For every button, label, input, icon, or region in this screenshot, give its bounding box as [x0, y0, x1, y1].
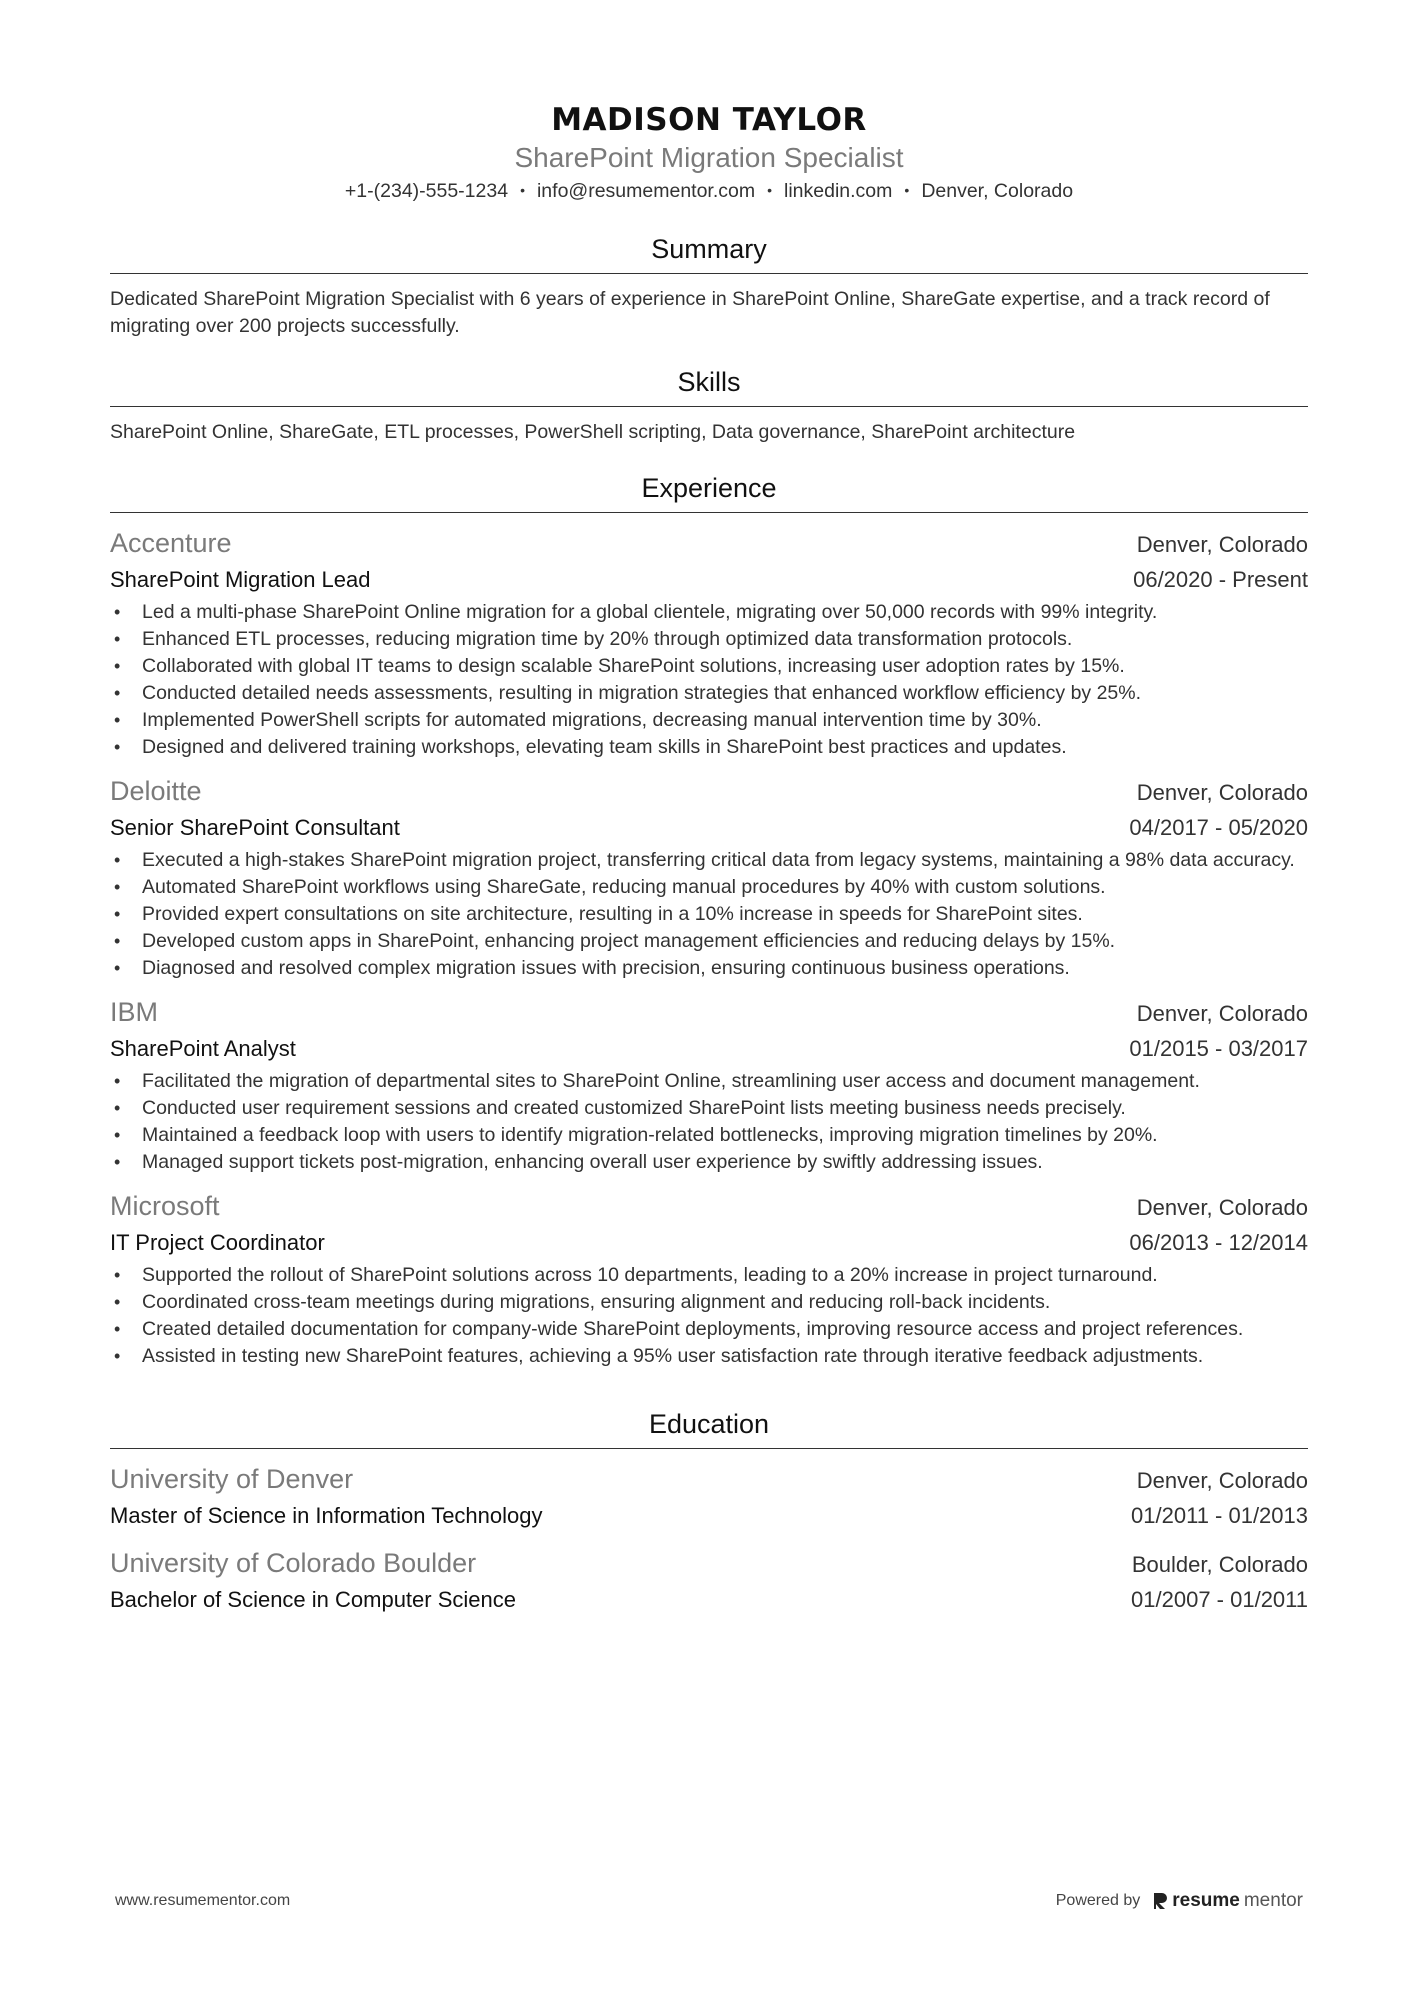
separator-dot: • — [520, 182, 525, 198]
job-dates: 04/2017 - 05/2020 — [1129, 815, 1308, 840]
bullet-item: • Automated SharePoint workflows using ShareGate, reducing manual procedures by 40% with custom solutions. — [110, 874, 1308, 901]
job-bullets — [110, 599, 1308, 761]
separator-dot: • — [904, 182, 910, 198]
company-name: Microsoft — [110, 1191, 220, 1221]
education-entry — [110, 1461, 1308, 1533]
candidate-title: SharePoint Migration Specialist — [514, 142, 904, 173]
job-bullets — [110, 1068, 1308, 1176]
bullet-item: • Developed custom apps in SharePoint, enhancing project management efficiencies and reducing delays by 15%. — [110, 928, 1308, 955]
contact-linkedin[interactable]: linkedin.com — [784, 180, 893, 202]
bullet-item: • Supported the rollout of SharePoint solutions across 10 departments, leading to a 20% increase in project turnaround. — [110, 1262, 1308, 1289]
bullet-item: • Managed support tickets post-migration, enhancing overall user experience by swiftly addressing issues. — [110, 1149, 1308, 1176]
skills-text: SharePoint Online, ShareGate, ETL processes, PowerShell scripting, Data governance, SharePoint architecture — [110, 421, 1076, 443]
school-name: University of Colorado Boulder — [110, 1548, 477, 1578]
experience-entry — [110, 773, 1308, 982]
bullet-item: • Maintained a feedback loop with users to identify migration-related bottlenecks, improving migration timelines by 20%. — [110, 1122, 1308, 1149]
experience-section — [110, 468, 1308, 1370]
experience-entry — [110, 1188, 1308, 1370]
job-bullets — [110, 847, 1308, 982]
degree: Bachelor of Science in Computer Science — [110, 1587, 516, 1612]
contact-phone: +1-(234)-555-1234 — [344, 180, 509, 202]
page-footer — [115, 1890, 1303, 1912]
bullet-item: • Executed a high-stakes SharePoint migration project, transferring critical data from legacy systems, maintaining a 98% data accuracy. — [110, 847, 1308, 874]
education-section — [110, 1404, 1308, 1617]
bullet-item: • Enhanced ETL processes, reducing migration time by 20% through optimized data transformation protocols. — [110, 626, 1308, 653]
experience-entry — [110, 525, 1308, 761]
bullet-item: • Diagnosed and resolved complex migration issues with precision, ensuring continuous business operations. — [110, 955, 1308, 982]
job-location: Denver, Colorado — [1136, 1195, 1308, 1220]
education-dates: 01/2011 - 01/2013 — [1131, 1503, 1308, 1528]
company-name: Deloitte — [110, 776, 202, 806]
skills-section — [110, 362, 1308, 446]
school-location: Denver, Colorado — [1136, 1468, 1308, 1493]
bullet-item: • Assisted in testing new SharePoint features, achieving a 95% user satisfaction rate through iterative feedback adjustments. — [110, 1343, 1308, 1370]
education-dates: 01/2007 - 01/2011 — [1131, 1587, 1308, 1612]
school-location: Boulder, Colorado — [1131, 1552, 1308, 1577]
bullet-item: • Conducted user requirement sessions and created customized SharePoint lists meeting business needs precisely. — [110, 1095, 1308, 1122]
job-role: SharePoint Analyst — [110, 1036, 296, 1061]
powered-by — [1056, 1890, 1303, 1912]
brand-logo[interactable] — [1152, 1890, 1303, 1912]
section-heading: Education — [110, 1404, 1308, 1449]
experience-entry — [110, 994, 1308, 1176]
separator-dot: • — [767, 182, 773, 198]
job-location: Denver, Colorado — [1136, 532, 1308, 557]
section-heading: Summary — [110, 229, 1308, 274]
company-name: Accenture — [110, 528, 232, 558]
powered-by-label: Powered by — [1055, 1892, 1141, 1909]
resume-header — [110, 0, 1308, 207]
contact-line — [110, 176, 1308, 207]
bullet-item: • Collaborated with global IT teams to design scalable SharePoint solutions, increasing user adoption rates by 15%. — [110, 653, 1308, 680]
summary-section — [110, 229, 1308, 340]
job-dates: 06/2013 - 12/2014 — [1129, 1230, 1308, 1255]
job-bullets — [110, 1262, 1308, 1370]
summary-text: Dedicated SharePoint Migration Specialist with 6 years of experience in SharePoint Online, ShareGate expertise, and a track record of migrating over 200 projects successfully. — [110, 288, 1270, 337]
bullet-item: • Facilitated the migration of departmental sites to SharePoint Online, streamlining user access and document management. — [110, 1068, 1308, 1095]
school-name: University of Denver — [110, 1464, 354, 1494]
job-dates: 01/2015 - 03/2017 — [1129, 1036, 1308, 1061]
company-name: IBM — [110, 997, 159, 1027]
section-heading: Experience — [110, 468, 1308, 513]
bullet-item: • Implemented PowerShell scripts for automated migrations, decreasing manual intervention time by 30%. — [110, 707, 1308, 734]
contact-email[interactable]: info@resumementor.com — [536, 180, 756, 202]
bullet-item: • Created detailed documentation for company-wide SharePoint deployments, improving resource access and project references. — [110, 1316, 1308, 1343]
candidate-name: MADISON TAYLOR — [551, 102, 867, 138]
brand-name-light: mentor — [1243, 1890, 1303, 1911]
job-role: Senior SharePoint Consultant — [110, 815, 400, 840]
section-heading: Skills — [110, 362, 1308, 407]
degree: Master of Science in Information Technology — [110, 1503, 543, 1528]
job-role: IT Project Coordinator — [110, 1230, 325, 1255]
resumementor-logo-icon — [1152, 1892, 1168, 1910]
bullet-item: • Provided expert consultations on site architecture, resulting in a 10% increase in speeds for SharePoint sites. — [110, 901, 1308, 928]
contact-location: Denver, Colorado — [921, 180, 1074, 202]
footer-website-link[interactable]: www.resumementor.com — [115, 1892, 291, 1909]
job-dates: 06/2020 - Present — [1133, 567, 1308, 592]
brand-name-bold: resume — [1172, 1890, 1240, 1911]
job-location: Denver, Colorado — [1136, 780, 1308, 805]
resume-page — [110, 0, 1308, 1617]
bullet-item: • Conducted detailed needs assessments, resulting in migration strategies that enhanced workflow efficiency by 25%. — [110, 680, 1308, 707]
education-entry — [110, 1545, 1308, 1617]
job-role: SharePoint Migration Lead — [110, 567, 371, 592]
job-location: Denver, Colorado — [1136, 1001, 1308, 1026]
bullet-item: • Designed and delivered training workshops, elevating team skills in SharePoint best practices and updates. — [110, 734, 1308, 761]
bullet-item: • Led a multi-phase SharePoint Online migration for a global clientele, migrating over 50,000 records with 99% integrity. — [110, 599, 1308, 626]
bullet-item: • Coordinated cross-team meetings during migrations, ensuring alignment and reducing roll-back incidents. — [110, 1289, 1308, 1316]
